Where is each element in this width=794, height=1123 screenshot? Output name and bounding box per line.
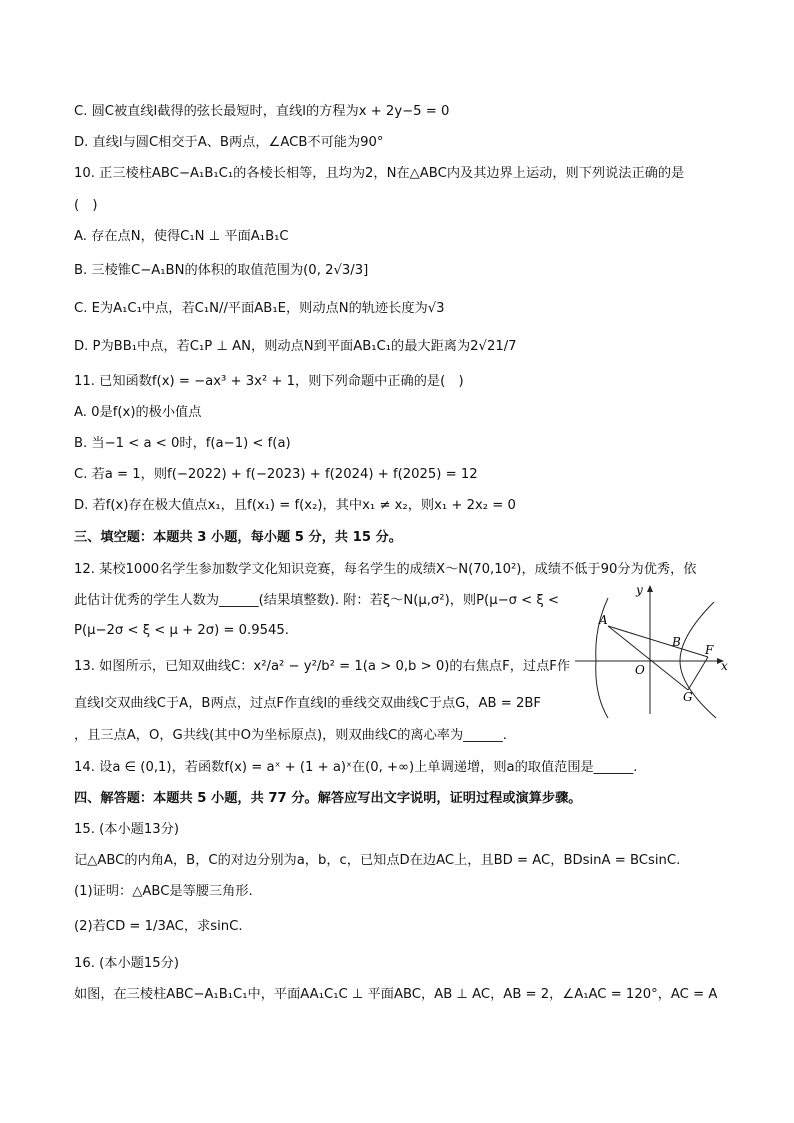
line-FG	[688, 657, 708, 690]
text-line: C. 圆C被直线l截得的弦长最短时，直线l的方程为x + 2y−5 = 0	[74, 104, 450, 119]
hyperbola-figure	[572, 580, 730, 720]
y-axis-arrow	[647, 585, 653, 592]
text-line: C. 若a = 1，则f(−2022) + f(−2023) + f(2024) + f(2025) = 12	[74, 467, 478, 482]
text-line: 10. 正三棱柱ABC−A₁B₁C₁的各棱长相等，且均为2，N在△ABC内及其边界上运动，则下列说法正确的是	[74, 166, 685, 181]
text-line: 此估计优秀的学生人数为______(结果填整数). 附：若ξ～N(μ,σ²)，则P(μ−σ < ξ <	[74, 593, 560, 608]
text-line: 直线l交双曲线C于A，B两点，过点F作直线l的垂线交双曲线C于点G，AB = 2BF	[74, 696, 542, 711]
point-A-label: A	[599, 613, 608, 627]
text-line: D. 直线l与圆C相交于A、B两点，∠ACB不可能为90°	[74, 135, 384, 150]
text-line: 记△ABC的内角A，B，C的对边分别为a，b，c，已知点D在边AC上，且BD = AC，BDsinA = BCsinC.	[74, 853, 681, 868]
text-line: 如图，在三棱柱ABC−A₁B₁C₁中，平面AA₁C₁C ⊥ 平面ABC，AB ⊥ AC，AB = 2，∠A₁AC = 120°，AC = A	[74, 987, 718, 1002]
text-line: (2)若CD = 1/3AC，求sinC.	[74, 919, 243, 934]
point-F-label: F	[705, 643, 714, 657]
point-O-label: O	[635, 663, 645, 677]
x-axis-label: x	[721, 659, 728, 673]
section-heading: 三、填空题：本题共 3 小题，每小题 5 分，共 15 分。	[74, 530, 402, 545]
text-line: ( )	[74, 198, 98, 213]
y-axis-label: y	[636, 583, 643, 597]
text-line: 16. (本小题15分)	[74, 956, 179, 971]
text-line: A. 0是f(x)的极小值点	[74, 405, 202, 420]
point-G-label: G	[683, 690, 693, 704]
text-line: 12. 某校1000名学生参加数学文化知识竞赛，每名学生的成绩X～N(70,10²)，成绩不低于90分为优秀，依	[74, 562, 697, 577]
text-line: 11. 已知函数f(x) = −ax³ + 3x² + 1，则下列命题中正确的是( )	[74, 374, 464, 389]
text-line: 13. 如图所示，已知双曲线C：x²/a² − y²/b² = 1(a > 0,b > 0)的右焦点F，过点F作	[74, 659, 571, 674]
text-line: P(μ−2σ < ξ < μ + 2σ) = 0.9545.	[74, 623, 289, 638]
text-line: D. P为BB₁中点，若C₁P ⊥ AN，则动点N到平面AB₁C₁的最大距离为2√21/7	[74, 339, 517, 354]
section-heading: 四、解答题：本题共 5 小题，共 77 分。解答应写出文字说明，证明过程或演算步骤。	[74, 791, 582, 806]
text-line: 15. (本小题13分)	[74, 822, 179, 837]
text-line: ，且三点A，O，G共线(其中O为坐标原点)，则双曲线C的离心率为______.	[74, 728, 507, 743]
line-AF	[608, 626, 708, 657]
text-line: D. 若f(x)存在极大值点x₁，且f(x₁) = f(x₂)，其中x₁ ≠ x₂，则x₁ + 2x₂ = 0	[74, 498, 516, 513]
point-B-label: B	[672, 635, 681, 649]
text-line: B. 三棱锥C−A₁BN的体积的取值范围为(0, 2√3/3]	[74, 263, 369, 278]
text-line: 14. 设a ∈ (0,1)，若函数f(x) = aˣ + (1 + a)ˣ在(0, +∞)上单调递增，则a的取值范围是______.	[74, 760, 638, 775]
text-line: C. E为A₁C₁中点，若C₁N//平面AB₁E，则动点N的轨迹长度为√3	[74, 301, 445, 316]
text-line: B. 当−1 < a < 0时，f(a−1) < f(a)	[74, 436, 291, 451]
text-line: A. 存在点N，使得C₁N ⊥ 平面A₁B₁C	[74, 229, 289, 244]
text-line: (1)证明：△ABC是等腰三角形.	[74, 884, 253, 899]
